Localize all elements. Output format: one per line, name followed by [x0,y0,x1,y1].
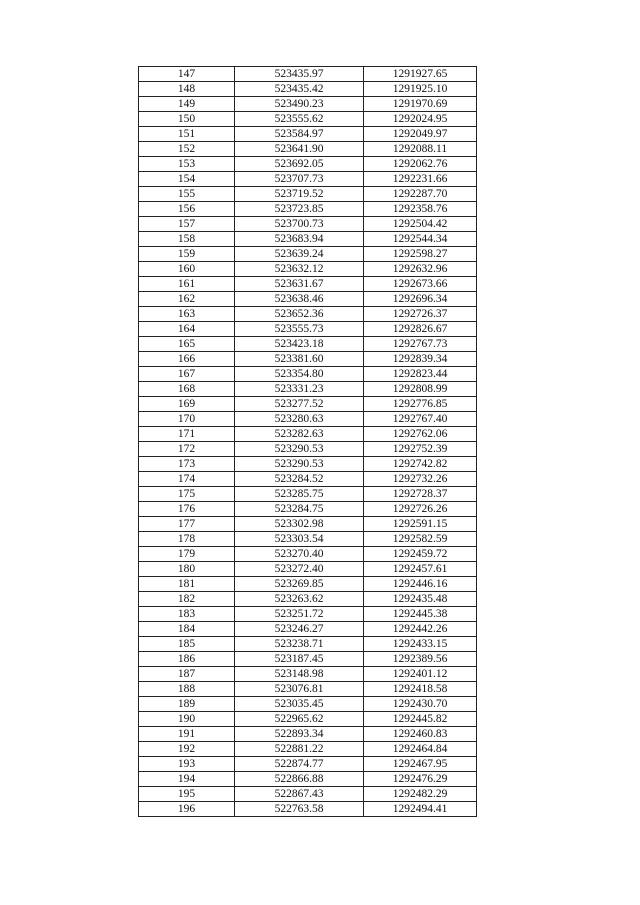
y-coordinate-cell: 1292358.76 [364,202,477,217]
table-row [139,532,477,547]
x-coordinate-cell: 523285.75 [235,487,364,502]
x-coordinate-cell: 522874.77 [235,757,364,772]
point-number-cell: 158 [139,232,235,247]
table-row [139,427,477,442]
x-coordinate-cell: 522881.22 [235,742,364,757]
x-coordinate-cell: 523277.52 [235,397,364,412]
point-number-cell: 164 [139,322,235,337]
x-coordinate-cell: 523303.54 [235,532,364,547]
y-coordinate-cell: 1292776.85 [364,397,477,412]
table-row [139,757,477,772]
coordinate-table [138,66,477,817]
y-coordinate-cell: 1292808.99 [364,382,477,397]
x-coordinate-cell: 523187.45 [235,652,364,667]
table-row [139,352,477,367]
x-coordinate-cell: 523381.60 [235,352,364,367]
y-coordinate-cell: 1292742.82 [364,457,477,472]
y-coordinate-cell: 1292696.34 [364,292,477,307]
x-coordinate-cell: 523435.42 [235,82,364,97]
table-row [139,202,477,217]
table-row [139,127,477,142]
table-row [139,592,477,607]
x-coordinate-cell: 523238.71 [235,637,364,652]
y-coordinate-cell: 1292632.96 [364,262,477,277]
x-coordinate-cell: 523555.62 [235,112,364,127]
point-number-cell: 190 [139,712,235,727]
table-row [139,292,477,307]
x-coordinate-cell: 523269.85 [235,577,364,592]
y-coordinate-cell: 1292445.38 [364,607,477,622]
point-number-cell: 152 [139,142,235,157]
x-coordinate-cell: 523148.98 [235,667,364,682]
x-coordinate-cell: 523302.98 [235,517,364,532]
table-row [139,502,477,517]
point-number-cell: 194 [139,772,235,787]
table-row [139,97,477,112]
table-row [139,67,477,82]
y-coordinate-cell: 1292728.37 [364,487,477,502]
point-number-cell: 188 [139,682,235,697]
x-coordinate-cell: 523638.46 [235,292,364,307]
y-coordinate-cell: 1292598.27 [364,247,477,262]
point-number-cell: 186 [139,652,235,667]
x-coordinate-cell: 523639.24 [235,247,364,262]
x-coordinate-cell: 522867.43 [235,787,364,802]
x-coordinate-cell: 523282.63 [235,427,364,442]
table-row [139,187,477,202]
x-coordinate-cell: 523251.72 [235,607,364,622]
y-coordinate-cell: 1292459.72 [364,547,477,562]
table-row [139,802,477,817]
x-coordinate-cell: 522965.62 [235,712,364,727]
y-coordinate-cell: 1292823.44 [364,367,477,382]
table-row [139,787,477,802]
x-coordinate-cell: 523641.90 [235,142,364,157]
y-coordinate-cell: 1292726.26 [364,502,477,517]
y-coordinate-cell: 1292088.11 [364,142,477,157]
y-coordinate-cell: 1292752.39 [364,442,477,457]
point-number-cell: 185 [139,637,235,652]
point-number-cell: 159 [139,247,235,262]
point-number-cell: 148 [139,82,235,97]
x-coordinate-cell: 523354.80 [235,367,364,382]
point-number-cell: 183 [139,607,235,622]
point-number-cell: 172 [139,442,235,457]
point-number-cell: 147 [139,67,235,82]
point-number-cell: 179 [139,547,235,562]
x-coordinate-cell: 523270.40 [235,547,364,562]
y-coordinate-cell: 1292231.66 [364,172,477,187]
table-row [139,397,477,412]
y-coordinate-cell: 1292401.12 [364,667,477,682]
point-number-cell: 182 [139,592,235,607]
table-row [139,232,477,247]
point-number-cell: 149 [139,97,235,112]
y-coordinate-cell: 1292049.97 [364,127,477,142]
point-number-cell: 189 [139,697,235,712]
table-row [139,367,477,382]
y-coordinate-cell: 1292673.66 [364,277,477,292]
point-number-cell: 174 [139,472,235,487]
x-coordinate-cell: 523290.53 [235,457,364,472]
x-coordinate-cell: 523284.52 [235,472,364,487]
x-coordinate-cell: 523246.27 [235,622,364,637]
point-number-cell: 168 [139,382,235,397]
table-row [139,517,477,532]
point-number-cell: 154 [139,172,235,187]
y-coordinate-cell: 1292767.73 [364,337,477,352]
table-row [139,457,477,472]
point-number-cell: 178 [139,532,235,547]
y-coordinate-cell: 1292762.06 [364,427,477,442]
x-coordinate-cell: 523707.73 [235,172,364,187]
y-coordinate-cell: 1291970.69 [364,97,477,112]
y-coordinate-cell: 1292826.67 [364,322,477,337]
x-coordinate-cell: 523555.73 [235,322,364,337]
table-row [139,547,477,562]
table-row [139,157,477,172]
point-number-cell: 196 [139,802,235,817]
table-row [139,247,477,262]
y-coordinate-cell: 1292544.34 [364,232,477,247]
table-row [139,772,477,787]
table-row [139,412,477,427]
y-coordinate-cell: 1292839.34 [364,352,477,367]
x-coordinate-cell: 522866.88 [235,772,364,787]
point-number-cell: 151 [139,127,235,142]
y-coordinate-cell: 1291927.65 [364,67,477,82]
table-row [139,697,477,712]
y-coordinate-cell: 1292435.48 [364,592,477,607]
y-coordinate-cell: 1292442.26 [364,622,477,637]
point-number-cell: 177 [139,517,235,532]
table-row [139,577,477,592]
x-coordinate-cell: 523290.53 [235,442,364,457]
y-coordinate-cell: 1292467.95 [364,757,477,772]
point-number-cell: 153 [139,157,235,172]
x-coordinate-cell: 523584.97 [235,127,364,142]
x-coordinate-cell: 522893.34 [235,727,364,742]
point-number-cell: 150 [139,112,235,127]
table-row [139,637,477,652]
table-row [139,112,477,127]
y-coordinate-cell: 1292445.82 [364,712,477,727]
table-row [139,322,477,337]
table-row [139,472,477,487]
table-row [139,742,477,757]
x-coordinate-cell: 523284.75 [235,502,364,517]
point-number-cell: 192 [139,742,235,757]
table-row [139,262,477,277]
table-row [139,442,477,457]
y-coordinate-cell: 1292732.26 [364,472,477,487]
table-row [139,487,477,502]
point-number-cell: 157 [139,217,235,232]
table-row [139,622,477,637]
y-coordinate-cell: 1292430.70 [364,697,477,712]
y-coordinate-cell: 1292767.40 [364,412,477,427]
table-row [139,652,477,667]
x-coordinate-cell: 523719.52 [235,187,364,202]
point-number-cell: 163 [139,307,235,322]
y-coordinate-cell: 1292591.15 [364,517,477,532]
point-number-cell: 155 [139,187,235,202]
table-row [139,382,477,397]
table-row [139,142,477,157]
table-row [139,172,477,187]
y-coordinate-cell: 1292062.76 [364,157,477,172]
point-number-cell: 166 [139,352,235,367]
x-coordinate-cell: 523723.85 [235,202,364,217]
y-coordinate-cell: 1292418.58 [364,682,477,697]
point-number-cell: 169 [139,397,235,412]
y-coordinate-cell: 1292287.70 [364,187,477,202]
y-coordinate-cell: 1292446.16 [364,577,477,592]
table-row [139,712,477,727]
x-coordinate-cell: 523683.94 [235,232,364,247]
point-number-cell: 195 [139,787,235,802]
y-coordinate-cell: 1292464.84 [364,742,477,757]
y-coordinate-cell: 1291925.10 [364,82,477,97]
x-coordinate-cell: 523272.40 [235,562,364,577]
table-row [139,277,477,292]
point-number-cell: 165 [139,337,235,352]
x-coordinate-cell: 523490.23 [235,97,364,112]
x-coordinate-cell: 523652.36 [235,307,364,322]
table-row [139,337,477,352]
table-row [139,682,477,697]
point-number-cell: 162 [139,292,235,307]
coordinate-table-body [139,67,477,817]
y-coordinate-cell: 1292582.59 [364,532,477,547]
y-coordinate-cell: 1292389.56 [364,652,477,667]
y-coordinate-cell: 1292433.15 [364,637,477,652]
y-coordinate-cell: 1292476.29 [364,772,477,787]
point-number-cell: 191 [139,727,235,742]
y-coordinate-cell: 1292460.83 [364,727,477,742]
point-number-cell: 180 [139,562,235,577]
point-number-cell: 176 [139,502,235,517]
point-number-cell: 175 [139,487,235,502]
x-coordinate-cell: 523263.62 [235,592,364,607]
table-row [139,607,477,622]
x-coordinate-cell: 522763.58 [235,802,364,817]
point-number-cell: 171 [139,427,235,442]
point-number-cell: 187 [139,667,235,682]
point-number-cell: 173 [139,457,235,472]
point-number-cell: 193 [139,757,235,772]
point-number-cell: 156 [139,202,235,217]
table-row [139,727,477,742]
y-coordinate-cell: 1292726.37 [364,307,477,322]
y-coordinate-cell: 1292504.42 [364,217,477,232]
point-number-cell: 161 [139,277,235,292]
x-coordinate-cell: 523035.45 [235,697,364,712]
x-coordinate-cell: 523632.12 [235,262,364,277]
point-number-cell: 184 [139,622,235,637]
table-row [139,667,477,682]
x-coordinate-cell: 523423.18 [235,337,364,352]
x-coordinate-cell: 523076.81 [235,682,364,697]
table-row [139,82,477,97]
y-coordinate-cell: 1292457.61 [364,562,477,577]
point-number-cell: 181 [139,577,235,592]
x-coordinate-cell: 523331.23 [235,382,364,397]
table-row [139,562,477,577]
x-coordinate-cell: 523631.67 [235,277,364,292]
y-coordinate-cell: 1292494.41 [364,802,477,817]
x-coordinate-cell: 523280.63 [235,412,364,427]
table-row [139,217,477,232]
y-coordinate-cell: 1292482.29 [364,787,477,802]
point-number-cell: 167 [139,367,235,382]
point-number-cell: 170 [139,412,235,427]
x-coordinate-cell: 523435.97 [235,67,364,82]
x-coordinate-cell: 523692.05 [235,157,364,172]
x-coordinate-cell: 523700.73 [235,217,364,232]
point-number-cell: 160 [139,262,235,277]
table-row [139,307,477,322]
y-coordinate-cell: 1292024.95 [364,112,477,127]
